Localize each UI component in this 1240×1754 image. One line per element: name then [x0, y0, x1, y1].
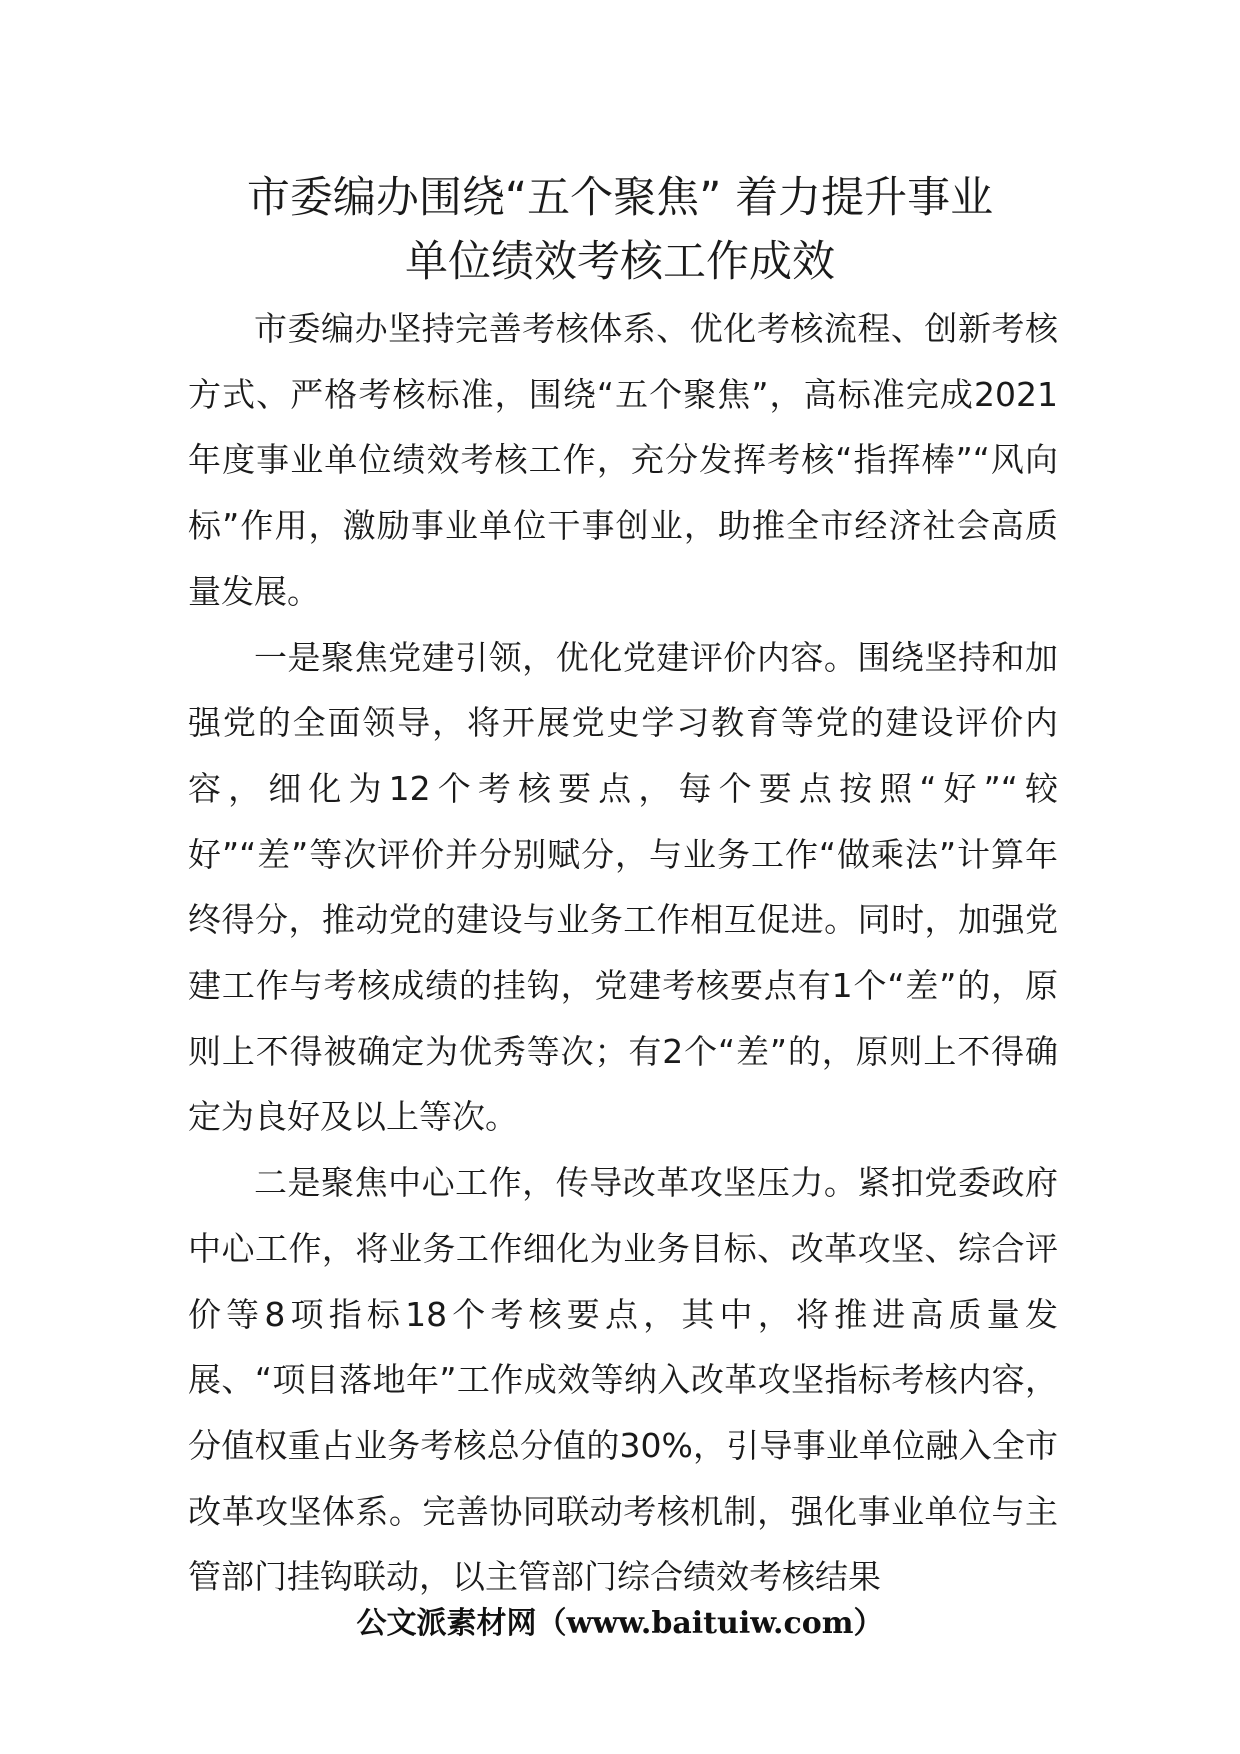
title-line-1: 市委编办围绕“五个聚焦” 着力提升事业 — [246, 173, 994, 223]
paragraph-intro: 市委编办坚持完善考核体系、优化考核流程、创新考核方式、严格考核标准，围绕“五个聚焦”，高标准完成2021年度事业单位绩效考核工作，充分发挥考核“指挥棒”“风向标”作用，激励事业单位干事创业，助推全市经济社会高质量发展。 — [188, 309, 1058, 611]
footer-watermark: 公文派素材网（www.baituiw.com） — [356, 1606, 884, 1641]
document-title — [150, 166, 1090, 294]
paragraph-party-building: 一是聚焦党建引领，优化党建评价内容。围绕坚持和加强党的全面领导，将开展党史学习教育等党的建设评价内容，细化为12个考核要点，每个要点按照“好”“较好”“差”等次评价并分别赋分，与业务工作“做乘法”计算年终得分，推动党的建设与业务工作相互促进。同时，加强党建工作与考核成绩的挂钩，党建考核要点有1个“差”的，原则上不得被确定为优秀等次；有2个“差”的，原则上不得确定为良好及以上等次。 — [188, 637, 1058, 1137]
paragraph-central-work: 二是聚焦中心工作，传导改革攻坚压力。紧扣党委政府中心工作，将业务工作细化为业务目标、改革攻坚、综合评价等8项指标18个考核要点，其中，将推进高质量发展、“项目落地年”工作成效等纳入改革攻坚指标考核内容，分值权重占业务考核总分值的30%，引导事业单位融入全市改革攻坚体系。完善协同联动考核机制，强化事业单位与主管部门挂钩联动，以主管部门综合绩效考核结果 — [188, 1163, 1058, 1597]
title-line-2: 单位绩效考核工作成效 — [405, 237, 835, 287]
document-body — [188, 296, 1058, 1610]
